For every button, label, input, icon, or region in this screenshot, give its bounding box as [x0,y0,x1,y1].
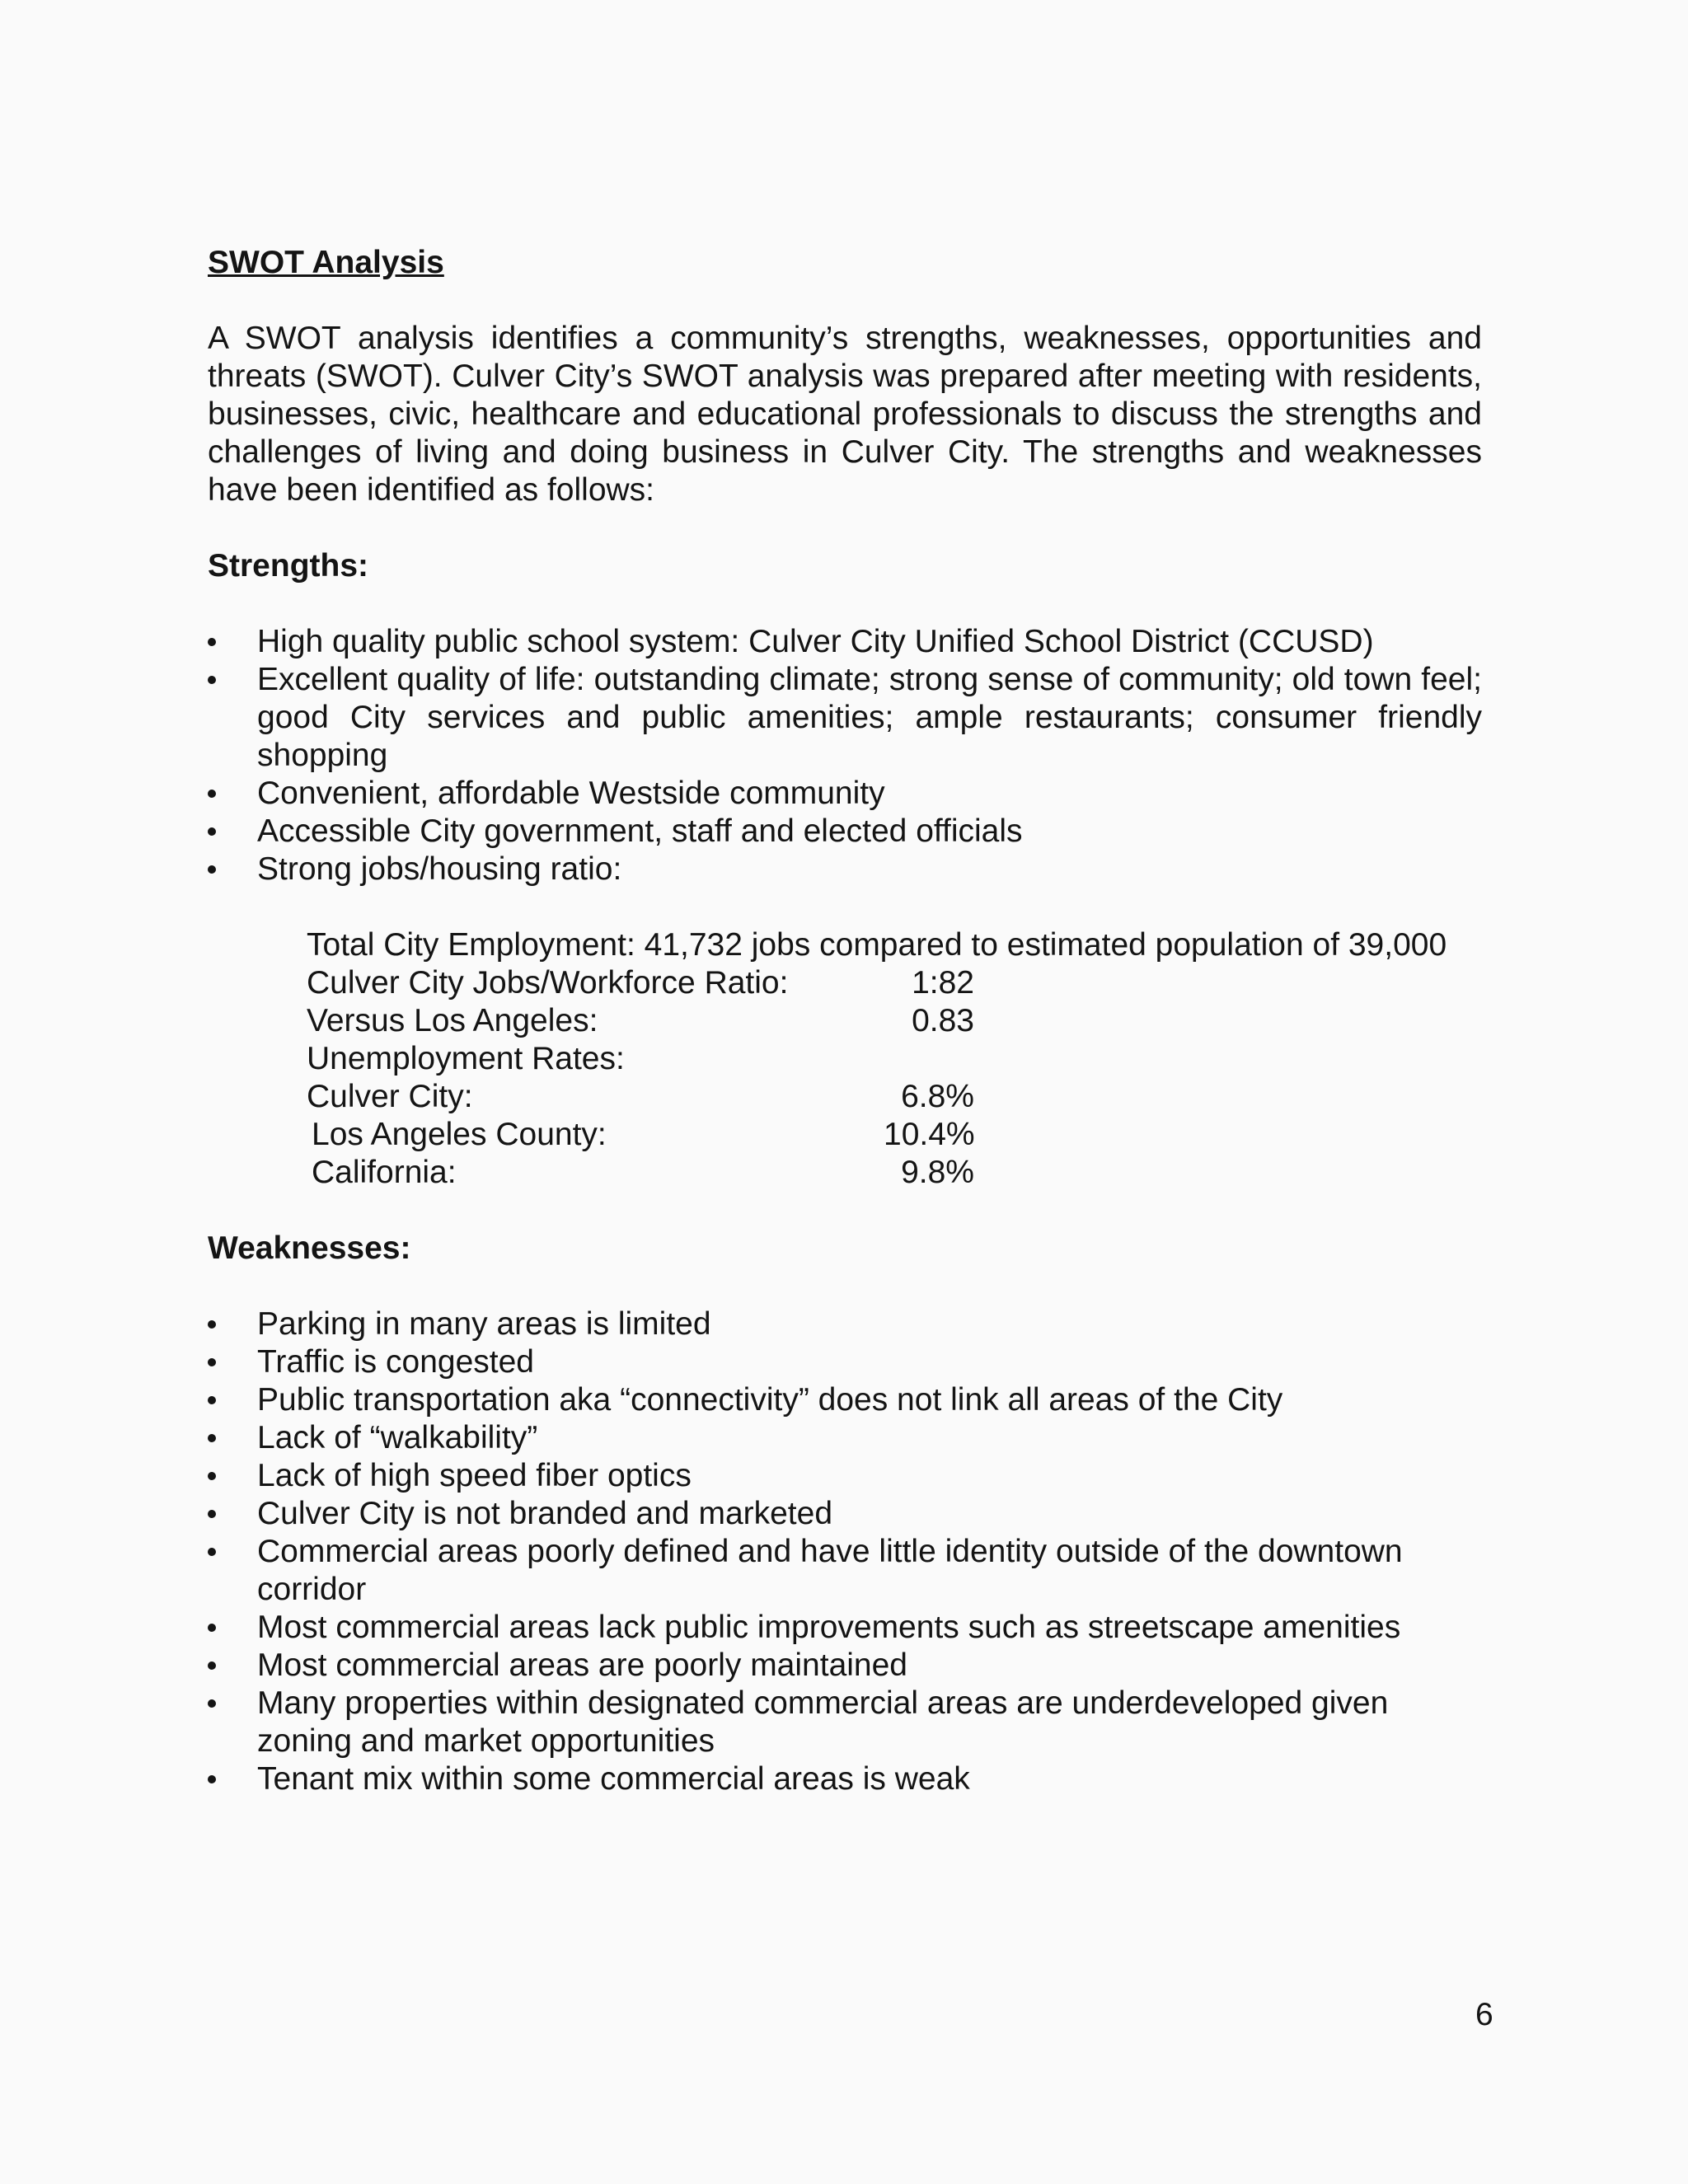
weaknesses-heading: Weaknesses: [208,1230,411,1266]
list-item [208,1495,1482,1533]
strengths-heading: Strengths: [208,548,368,583]
list-item-text: Most commercial areas lack public improvements such as streetscape amenities [257,1610,1401,1645]
bullet-icon [208,1775,216,1783]
stat-row [307,964,1482,1002]
list-item [208,1760,1482,1798]
stat-value: 10.4% [884,1117,975,1152]
list-item-text: High quality public school system: Culver City Unified School District (CCUSD) [257,624,1374,659]
bullet-icon [208,676,216,684]
list-item [208,1533,1482,1609]
list-item [208,813,1482,851]
list-item-text: Convenient, affordable Westside community [257,776,885,811]
list-item-text: Accessible City government, staff and elected officials [257,813,1023,849]
list-item [208,1419,1482,1457]
stat-value: 1:82 [912,965,974,1001]
list-item [208,1305,1482,1343]
list-item-text: Commercial areas poorly defined and have little identity outside of the downtown corridor [257,1534,1403,1607]
stat-value: 9.8% [901,1155,974,1190]
bullet-icon [208,1472,216,1480]
list-item [208,775,1482,813]
employment-summary: Total City Employment: 41,732 jobs compared to estimated population of 39,000 [307,927,1447,963]
list-item-text: Parking in many areas is limited [257,1306,711,1342]
stat-label: Culver City Jobs/Workforce Ratio: [307,965,789,1001]
list-item [208,661,1482,775]
list-item-text: Culver City is not branded and marketed [257,1496,833,1531]
bullet-icon [208,865,216,874]
list-item-text: Lack of high speed fiber optics [257,1458,692,1493]
list-item-text: Strong jobs/housing ratio: [257,851,622,887]
stat-value [884,1040,974,1078]
bullet-icon [208,1661,216,1670]
strengths-list [208,623,1482,888]
list-item [208,1647,1482,1685]
stat-row [307,1002,1482,1040]
intro-paragraph: A SWOT analysis identifies a community’s strengths, weaknesses, opportunities and threats (SWOT). Culver City’s SWOT analysis was prepared after meeting with residents, businesses, civic, healthcare and educational professionals to discuss the strengths and challenges of living and doing business in Culver City. The strengths and weaknesses have been identified as follows: [208,321,1482,508]
page-number: 6 [1475,1997,1493,2032]
stat-label: Los Angeles County: [312,1117,607,1152]
bullet-icon [208,1548,216,1556]
list-item [208,1381,1482,1419]
bullet-icon [208,1510,216,1518]
list-item [208,1609,1482,1647]
bullet-icon [208,1396,216,1404]
list-item-text: Many properties within designated commercial areas are underdeveloped given zoning and market opportunities [257,1685,1389,1759]
list-item [208,1685,1482,1760]
bullet-icon [208,1434,216,1442]
bullet-icon [208,638,216,646]
stat-value: 0.83 [912,1003,974,1038]
list-item [208,1343,1482,1381]
stat-value: 6.8% [901,1079,974,1114]
bullet-icon [208,790,216,798]
stat-label: Unemployment Rates: [307,1041,625,1076]
list-item-text: Most commercial areas are poorly maintained [257,1647,907,1683]
stat-row [307,1154,1482,1192]
list-item-text: Excellent quality of life: outstanding climate; strong sense of community; old town feel; good City services and public amenities; ample restaurants; consumer friendly shopping [257,662,1482,773]
stat-row [307,1116,1482,1154]
stat-row [307,1040,1482,1078]
list-item-text: Tenant mix within some commercial areas is weak [257,1761,970,1797]
bullet-icon [208,1358,216,1366]
list-item [208,623,1482,661]
list-item [208,851,1482,888]
bullet-icon [208,827,216,836]
stat-label: California: [312,1155,457,1190]
stat-row [307,1078,1482,1116]
employment-stats [307,926,1482,1192]
bullet-icon [208,1320,216,1329]
bullet-icon [208,1624,216,1632]
list-item-text: Traffic is congested [257,1344,534,1380]
list-item [208,1457,1482,1495]
list-item-text: Lack of “walkability” [257,1420,538,1455]
section-title: SWOT Analysis [208,245,444,280]
weaknesses-list [208,1305,1482,1798]
stat-label: Culver City: [307,1079,473,1114]
stat-label: Versus Los Angeles: [307,1003,598,1038]
list-item-text: Public transportation aka “connectivity” does not link all areas of the City [257,1382,1283,1418]
bullet-icon [208,1699,216,1708]
page-content [208,244,1482,1798]
